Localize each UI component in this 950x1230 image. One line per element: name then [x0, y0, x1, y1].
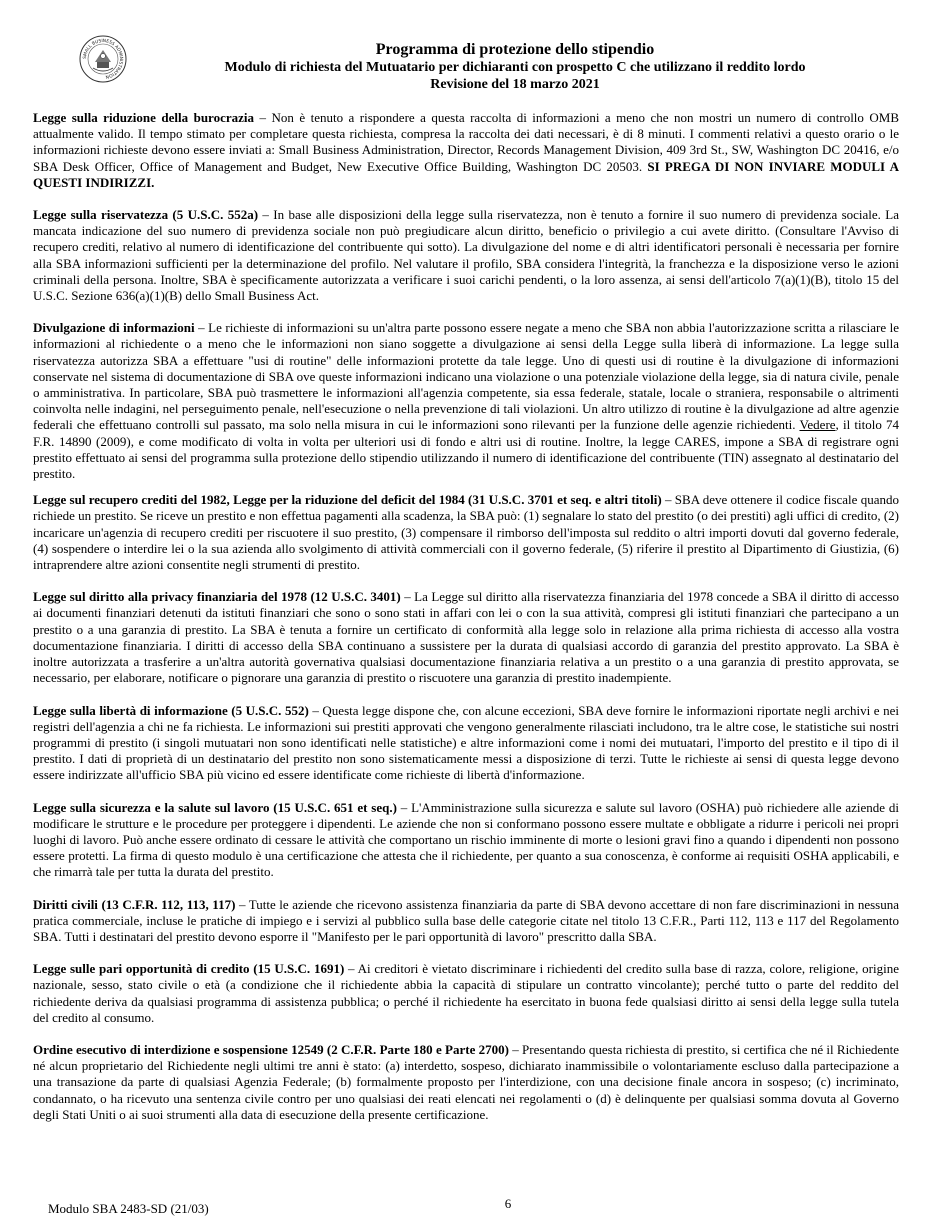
paragraph-heading: Legge sulla libertà di informazione (5 U.S.C. 552) — [33, 702, 309, 718]
paragraph-text: – Ai creditori è vietato discriminare i richiedenti del credito sulla base di razza, colore, religione, origine nazionale, sesso, stato civile o età (a condizione che il richiedente abbia la capacità di stipulare un contratto vincolante); perché tutto o parte del reddito del richiedente deriva da qualsiasi programma di assistenza pubblica; o perché il richiedente ha esercitato in buona fede qualsiasi diritto ai sensi della legge sulla tutela del credito al consumo. — [33, 961, 899, 1025]
paragraph-heading: Diritti civili (13 C.F.R. 112, 113, 117) — [33, 896, 236, 912]
document-title: Programma di protezione dello stipendio — [375, 41, 655, 58]
see-reference-link: Vedere — [799, 417, 836, 433]
paragraph-heading: Legge sul diritto alla privacy finanziaria del 1978 (12 U.S.C. 3401) — [33, 589, 401, 605]
paragraph-text: – Non è tenuto a rispondere a questa raccolta di informazioni a meno che non mostri un numero di controllo OMB attualmente valido. Il tempo stimato per completare questa richiesta, compresa la raccolta dei dati necessari, è di 8 minuti. I commenti relativi a questo orario o le informazioni richieste devono essere inviati a: Small Business Administration, Director, Records Management Division, 409 3rd St., SW, Washington DC 20416, e/o SBA Desk Officer, Office of Management and Budget, New Executive Office Building, Washington DC 20503. — [33, 110, 900, 174]
paragraph-text: – Questa legge dispone che, con alcune eccezioni, SBA deve fornire le informazioni riportate negli archivi e nei registri dell'agenzia a chi ne fa richiesta. Le informazioni sui prestiti approvati che vengono generalmente rilasciati includono, tra le altre cose, le statistiche sui nostri programmi di prestito (i singoli mutuatari non sono identificati nelle statistiche) e altre informazioni come i nomi dei mutuatari, l'importo del prestito e il tipo di il prestito. I dati di proprietà di un destinatario del prestito non sono sistematicamente messi a disposizione di terzi. Tutte le richieste ai sensi di questa legge devono essere indirizzate all'ufficio SBA più vicino ed essere identificate come richieste di libertà d'informazione. — [33, 702, 899, 783]
paragraph-heading: Legge sulla riservatezza (5 U.S.C. 552a) — [33, 207, 259, 223]
form-id: Modulo SBA 2483-SD (21/03) — [48, 1201, 209, 1216]
paragraph-heading: Legge sulla riduzione della burocrazia — [33, 110, 255, 125]
paragraph-financial-privacy — [33, 589, 899, 686]
page-number: 6 — [504, 1196, 512, 1211]
paragraph-privacy-act — [33, 207, 899, 304]
paragraph-heading: Legge sulla sicurezza e la salute sul lavoro (15 U.S.C. 651 et seq.) — [33, 799, 397, 815]
paragraph-osha — [33, 800, 899, 881]
paragraph-heading: Legge sul recupero crediti del 1982, Legge per la riduzione del deficit del 1984 (31 U.S.C. 3701 et seq. e altri titoli) — [33, 492, 662, 508]
paragraph-text: – In base alle disposizioni della legge sulla riservatezza, non è tenuto a fornire il suo numero di previdenza sociale. La mancata indicazione del suo numero di previdenza sociale non può pregiudicare alcun diritto, beneficio o privilegio a cui avete diritto. (Consultare l'Avviso di recupero crediti, relativo al numero di identificazione del contribuente qui sotto). La divulgazione del nome e di altri identificatori personali è necessaria per fornire alla SBA informazioni sufficienti per la determinazione del profilo. Nel valutare il profilo, SBA considera l'integrità, la franchezza e la disposizione verso le azioni criminali della persona. Inoltre, SBA è specificamente autorizzata a verificare i suoi carichi pendenti, o la loro assenza, ai sensi dell'articolo 7(a)(1)(B), titolo 15 del U.S.C. Sezione 636(a)(1)(B) dello Small Business Act. — [33, 207, 899, 304]
paragraph-disclosure — [33, 320, 899, 482]
document-body — [33, 110, 899, 1139]
paragraph-text: – Presentando questa richiesta di prestito, si certifica che né il Richiedente né alcun proprietario del Richiedente negli ultimi tre anni è stato: (a) interdetto, sospeso, dichiarato inammissibile o volontariamente escluso dalla partecipazione a una transazione da parte di qualsiasi Agenzia Federale; (b) formalmente proposto per l'interdizione, con una decisione finale ancora in sospeso; (c) incriminato, condannato, o ha ricevuto una sentenza civile contro per uno qualsiasi dei reati elencati nei regolamenti o (d) è delinquente per qualsiasi somma dovuta al Governo degli Stati Uniti o ai suoi strumenti alla data di esecuzione della presente certificazione. — [33, 1041, 899, 1122]
paragraph-heading: Legge sulle pari opportunità di credito (15 U.S.C. 1691) — [33, 961, 345, 977]
paragraph-paperwork-reduction — [33, 110, 899, 191]
svg-text:SMALL BUSINESS ADMINISTRATION: SMALL BUSINESS ADMINISTRATION — [82, 38, 124, 79]
paragraph-text: – L'Amministrazione sulla sicurezza e salute sul lavoro (OSHA) può richiedere alle aziende di modificare le strutture e le procedure per proteggere i dipendenti. Le aziende che non si conformano possono essere multate e obbligate a ridurre i pericoli nei propri luoghi di lavoro. Può anche essere ordinato di cessare le attività che comportano un rischio imminente di morte o lesioni gravi fino a quando i dipendenti non possono essere protetti. La firma di questo modulo è una certificazione che attesta che il richiedente, per quanto a sua conoscenza, è conforme ai requisiti OSHA applicabili, e che rimarrà tale per tutta la durata del prestito. — [33, 799, 899, 880]
paragraph-bold-notice: SI PREGA DI NON INVIARE MODULI A QUESTI INDIRIZZI. — [33, 158, 899, 190]
document-subtitle: Modulo di richiesta del Mutuatario per dichiaranti con prospetto C che utilizzano il reddito lordo — [224, 60, 806, 75]
paragraph-freedom-of-information — [33, 703, 899, 784]
paragraph-text: – Tutte le aziende che ricevono assistenza finanziaria da parte di SBA devono accettare di non fare discriminazioni in nessuna pratica commerciale, incluse le pratiche di impiego e i servizi al pubblico sulla base delle categorie citate nel titolo 13 C.F.R., Parti 112, 113 e 117 del Regolamento SBA. Tutti i destinatari del prestito devono esporre il "Manifesto per le pari opportunità di lavoro" prescritto dalla SBA. — [33, 896, 900, 944]
paragraph-heading: Ordine esecutivo di interdizione e sospensione 12549 (2 C.F.R. Parte 180 e Parte 2700) — [33, 1041, 509, 1057]
paragraph-heading: Divulgazione di informazioni — [33, 320, 195, 336]
paragraph-text: – Le richieste di informazioni su un'altra parte possono essere negate a meno che SBA non abbia l'autorizzazione scritta a rilasciare le informazioni al richiedente o a meno che le informazioni non siano soggette a divulgazione ai sensi della Legge sulla liberà di informazione. La legge sulla riservatezza autorizza SBA a effettuare "usi di routine" delle informazioni protette da tale legge. Uno di questi usi di routine è la divulgazione di informazioni conservate nel sistema di documentazione di SBA ove queste informazioni indicano una violazione o una potenziale violazione della legge, sia di natura civile, penale o amministrativa. In particolare, SBA può trasmettere le informazioni all'agenzia competente, sia essa federale, statale, locale o straniera, responsabile o altrimenti coinvolta nelle indagini, nel perseguimento penale, nell'esecuzione o nella prevenzione di tali violazioni. Un altro utilizzo di routine è la divulgazione ad altre agenzie federali che effettuano controlli sul passato, ma solo nella misura in cui le informazioni sono rilevanti per la funzione delle agenzie richiedenti. — [33, 320, 900, 433]
paragraph-equal-credit — [33, 961, 899, 1026]
paragraph-civil-rights — [33, 897, 899, 946]
document-header — [120, 40, 910, 93]
paragraph-text: , il titolo 74 F.R. 14890 (2009), e come modificato di volta in volta per ulteriori usi di fondo e altri usi di routine. Inoltre, la legge CARES, impone a SBA di registrare ogni prestito effettuato ai sensi del programma sulla protezione dello stipendio utilizzando il numero di identificazione del contribuente (TIN) assegnato al destinatario del prestito. — [33, 417, 900, 482]
paragraph-text: – SBA deve ottenere il codice fiscale quando richiede un prestito. Se riceve un prestito e non effettua pagamenti alla scadenza, la SBA può: (1) segnalare lo stato del prestito (o dei prestiti) agli uffici di credito, (2) incaricare un'agenzia di recupero crediti per riscuotere il suo prestito, (3) compensare il rimborso dell'imposta sul reddito o altri importi dovuti dal governo federale, (4) sospendere o interdire lei o la sua azienda allo svolgimento di attività commerciali con il governo federale, (5) riferire il prestito al Dipartimento di Giustizia, (6) intraprendere altre azioni consentite negli strumenti di prestito. — [33, 492, 900, 573]
paragraph-text: – La Legge sul diritto alla riservatezza finanziaria del 1978 concede a SBA il diritto di accesso ai documenti finanziari detenuti da istituti finanziari che sono o sono stati in affari con lei o con la sua attività, compresi gli istituti finanziari che partecipano a un prestito o a una garanzia di prestito. La SBA è tenuta a fornire un certificato di conformità alla legge solo in relazione alla prima richiesta di accesso alla vostra documentazione finanziaria. I diritti di accesso della SBA continuano a sussistere per la durata di qualsiasi accordo di garanzia del prestito approvato. La SBA è inoltre autorizzata a trasferire a un'altra autorità governativa qualsiasi documentazione finanziaria relativa a un prestito o a una garanzia di prestito approvata, se necessario, per elaborare, notificare o pignorare una garanzia di prestito o riscuotere una garanzia di prestito inadempiente. — [33, 589, 900, 686]
paragraph-debt-collection — [33, 492, 899, 573]
paragraph-debarment — [33, 1042, 899, 1123]
revision-date: Revisione del 18 marzo 2021 — [430, 77, 600, 92]
